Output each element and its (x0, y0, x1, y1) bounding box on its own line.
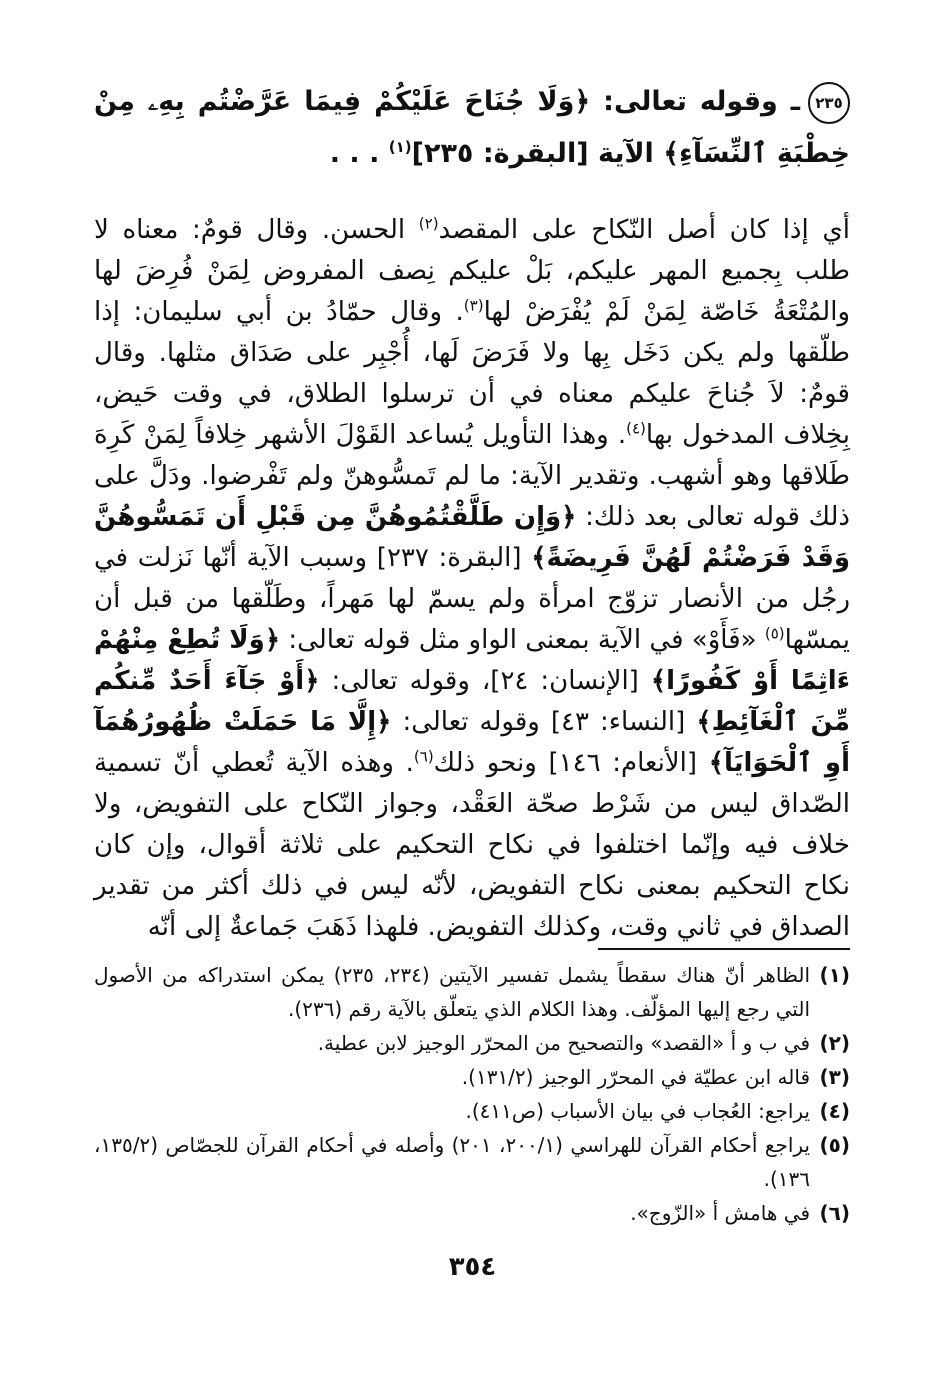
footnote-number: (٦) (819, 1201, 850, 1225)
footnotes (94, 958, 850, 1230)
commentary-paragraph (94, 210, 850, 948)
paragraph-text: [الأنعام: ١٤٦] ونحو ذلك (433, 748, 709, 778)
footnote-ref: (٤) (626, 419, 646, 438)
footnote-text: يراجع أحكام القرآن للهراسي (٢٠٠/١، ٢٠١) وأصله في أحكام القرآن للجصّاص (١٣٥/٢، ١٣٦). (94, 1133, 810, 1191)
paragraph-text: . وهذا التأويل يُساعد القَوْلَ الأشهر خِلافاً لِمَنْ كَرِهَ طَلاقها وهو أشهب. وتقدير الآية: ما لم تَمسُّوهنّ ولم تَفْرضوا. ودَلَّ على ذلك قوله تعالى بعد ذلك: (94, 420, 850, 532)
footnote-ref: (٢) (418, 214, 439, 233)
verse-heading-trail: . . . (329, 138, 389, 169)
footnote-text: الظاهر أنّ هناك سقطاً يشمل تفسير الآيتين (٢٣٤، ٢٣٥) يمكن استدراكه من الأصول التي رجع إليها المؤلّف. وهذا الكلام الذي يتعلّق بالآية رقم (٢٣٦). (94, 963, 811, 1021)
footnote-ref: (٥) (764, 624, 785, 643)
footnote-text: يراجع: العُجاب في بيان الأسباب (ص٤١١). (465, 1099, 810, 1123)
footnote-ref: (٣) (463, 296, 484, 315)
paragraph-text: الحسن. وقال قومٌ: معناه لا طلب بِجميع المهر عليكم، بَلْ عليكم نِصف المفروض لِمَنْ فُرِضَ لها والمُتْعَةُ خَاصّة لِمَنْ لَمْ يُفْرَضْ لها (94, 215, 850, 327)
footnote (94, 1094, 850, 1128)
footnote (94, 958, 850, 1026)
footnote-divider (598, 948, 850, 950)
verse-heading-text: ـ وقوله تعالى: ﴿وَلَا جُنَاحَ عَلَيْكُمْ فِيمَا عَرَّضْتُم بِهِۦ مِنْ خِطْبَةِ ٱلنِّسَآءِ﴾ الآية [البقرة: ٢٣٥] (94, 86, 850, 169)
page-number: ٣٥٤ (448, 1252, 497, 1282)
footnote-number: (٣) (819, 1065, 850, 1089)
paragraph-text: [البقرة: ٢٣٧] وسبب الآية أنّها نَزلت في رجُل من الأنصار تزوّج امرأة ولم يسمّ لها مَهراً، وطَلّقها من قبل أن يمسّها (94, 543, 850, 655)
footnote-ref: (٦) (413, 747, 434, 766)
footnote-ref: (١) (388, 138, 412, 156)
paragraph-text: «فَأَوْ» في الآية بمعنى الواو مثل قوله تعالى: (280, 625, 765, 655)
footnote (94, 1026, 850, 1060)
verse-heading (94, 76, 850, 180)
quran-quote: ﴿وَإِن طَلَّقْتُمُوهُنَّ مِن قَبْلِ أَن تَمَسُّوهُنَّ وَقَدْ فَرَضْتُمْ لَهُنَّ فَرِيضَةً﴾ (94, 502, 851, 573)
footnote-text: في هامش أ «الزّوج». (630, 1201, 810, 1225)
paragraph-text: أي إذا كان أصل النّكاح على المقصد (438, 215, 850, 245)
quran-quote: ﴿وَلَا تُطِعْ مِنْهُمْ ءَاثِمًا أَوْ كَفُورًا﴾ (94, 625, 851, 696)
footnote-text: في ب و أ «القصد» والتصحيح من المحرّر الوجيز لابن عطية. (317, 1031, 810, 1055)
footnote-number: (٤) (819, 1099, 850, 1123)
paragraph-text: . وقال حمّادُ بن أبي سليمان: إذا طلّقها ولم يكن دَخَل بِها ولا فَرَضَ لَها، أُجْبِر على صَدَاق مثلها. وقال قومٌ: لاَ جُناحَ عليكم معناه في أن ترسلوا الطلاق، في وقت حَيض، بِخِلاف المدخول بها (94, 297, 850, 450)
footnote-text: قاله ابن عطيّة في المحرّر الوجيز (١٣١/٢). (461, 1065, 810, 1089)
paragraph-text: . وهذه الآية تُعطي أنّ تسمية الصّداق ليس من شَرْط صحّة العَقْد، وجواز النّكاح على التفويض، ولا خلاف فيه وإنّما اختلفوا في نكاح التحكيم على ثلاثة أقوال، وإن كان نكاح التحكيم بمعنى نكاح التفويض، لأنّه ليس في ذلك أكثر من تقدير الصداق في ثاني وقت، وكذلك التفويض. فلهذا ذَهَبَ جَماعةٌ إلى أنّه (94, 748, 850, 942)
footnote (94, 1196, 850, 1230)
footnote-number: (٥) (819, 1133, 850, 1157)
footnote-number: (١) (819, 963, 850, 987)
quran-quote: ﴿أَوْ جَآءَ أَحَدٌ مِّنكُم مِّنَ ٱلْغَآئِطِ﴾ (94, 666, 850, 737)
quran-quote: ﴿إِلَّا مَا حَمَلَتْ ظُهُورُهُمَآ أَوِ ٱلْحَوَايَآ﴾ (94, 707, 850, 778)
paragraph-text: [الإنسان: ٢٤]، وقوله تعالى: (319, 666, 651, 696)
paragraph-text: [النساء: ٤٣] وقوله تعالى: (391, 707, 697, 737)
footnote (94, 1128, 850, 1196)
footnote (94, 1060, 850, 1094)
verse-number-badge: ٢٣٥ (808, 82, 850, 124)
footnote-number: (٢) (819, 1031, 850, 1055)
